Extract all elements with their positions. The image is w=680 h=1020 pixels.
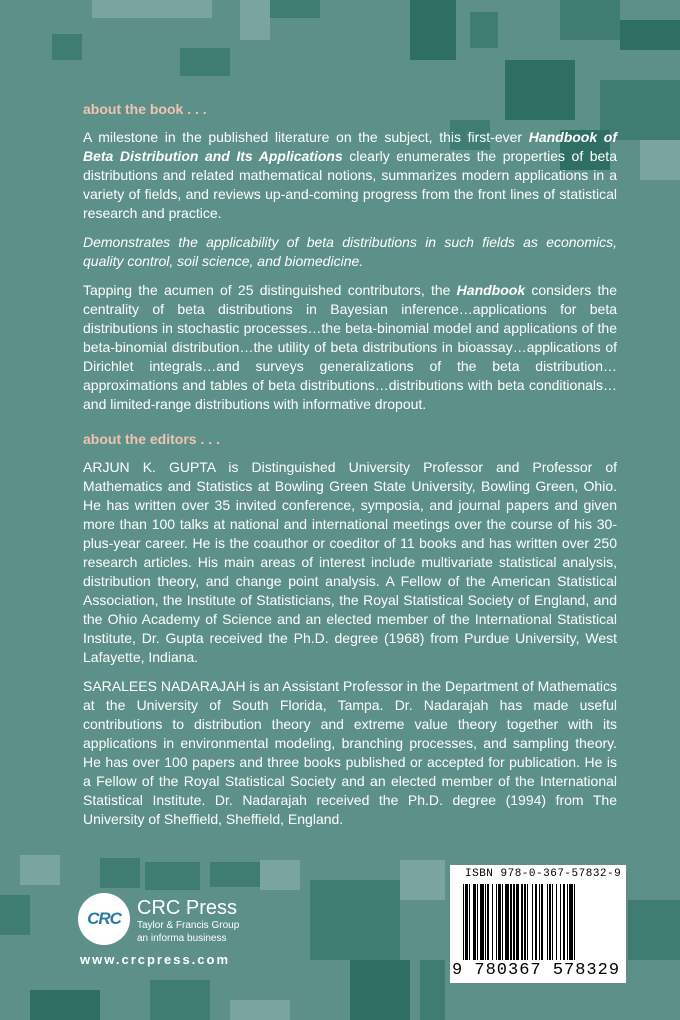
editor-gupta-bio: ARJUN K. GUPTA is Distinguished University Professor and Professor of Mathematics and Statistics at Bowling Green State University, Bowling Green, Ohio. He has written over 35 invited conference, symposia, and journal papers and given more than 100 talks at national and international meetings over the course of his 30-plus-year career. He is the coauthor or coeditor of 11 books and has written over 250 research articles. His main areas of interest include multivariate statistical analysis, distribution theory, and change point analysis. A Fellow of the American Statistical Association, the Institute of Statisticians, the Royal Statistical Society of England, and the Ohio Academy of Science and an elected member of the International Statistical Institute, Dr. Gupta received the Ph.D. degree (1968) from Purdue University, West Lafayette, Indiana.: [83, 459, 617, 665]
book-title: Handbook of Beta Distribution and Its Applications: [83, 129, 617, 164]
decor-square: [100, 858, 140, 888]
decor-square: [410, 0, 456, 60]
decor-square: [628, 900, 680, 960]
text-run: A milestone in the published literature on the subject, this first-ever: [83, 129, 529, 145]
about-book-heading: about the book . . .: [83, 101, 207, 117]
decor-square: [145, 862, 200, 890]
decor-square: [310, 880, 400, 960]
logo-text: CRC: [87, 909, 121, 928]
decor-square: [52, 34, 82, 60]
publisher-block: [137, 897, 239, 945]
about-book-paragraph-2: Demonstrates the applicability of beta distributions in such fields as economics, quality control, soil science, and biomedicine.: [83, 234, 617, 269]
decor-square: [560, 0, 620, 40]
decor-square: [420, 960, 445, 1020]
decor-square: [260, 860, 300, 890]
decor-square: [230, 1000, 290, 1020]
about-book-paragraph-3: [83, 281, 617, 414]
barcode-bars: [463, 884, 615, 960]
decor-square: [0, 895, 30, 935]
publisher-url[interactable]: www.crcpress.com: [80, 952, 231, 967]
editor-nadarajah-bio: SARALEES NADARAJAH is an Assistant Professor in the Department of Mathematics at the University of South Florida, Tampa. Dr. Nadarajah has made useful contributions to distribution theory and extreme value theory together with its applications in environmental modeling, branching processes, and sampling theory. He has over 100 papers and three books published or accepted for publication. He is a Fellow of the Royal Statistical Society and an elected member of the International Statistical Institute. Dr. Nadarajah received the Ph.D. degree (1994) from The University of Sheffield, Sheffield, England.: [83, 678, 617, 827]
decor-square: [180, 48, 230, 76]
decor-square: [470, 12, 498, 48]
crc-logo: [78, 893, 130, 945]
back-cover-text: [83, 100, 617, 839]
decor-square: [92, 0, 212, 18]
text-run: considers the centrality of beta distributions in Bayesian inference…applications for beta distributions in stochastic processes…the beta-binomial model and applications of the beta-binomial distribution…the utility of beta distributions in bioassay…applications of Dirichlet integrals…and surveys generalizations of the beta distribution…approximations and tables of beta distributions…distributions with beta conditionals…and limited-range distributions with informative dropout.: [83, 282, 617, 412]
publisher-business: an informa business: [137, 933, 227, 944]
decor-square: [30, 990, 100, 1020]
about-book-paragraph-1: [83, 128, 617, 223]
decor-square: [20, 855, 60, 885]
isbn-text: ISBN 978-0-367-57832-9: [465, 868, 622, 880]
handbook-title: Handbook: [456, 282, 526, 298]
publisher-group: Taylor & Francis Group: [137, 920, 240, 931]
about-editors-heading: about the editors . . .: [83, 431, 220, 447]
decor-square: [240, 0, 270, 40]
decor-square: [620, 20, 680, 50]
decor-square: [400, 860, 445, 900]
publisher-name: CRC Press: [137, 897, 238, 919]
decor-square: [270, 0, 320, 18]
barcode-bar: [575, 884, 577, 960]
decor-square: [350, 960, 410, 1020]
decor-square: [640, 140, 680, 180]
text-run: Tapping the acumen of 25 distinguished contributors, the: [83, 282, 457, 298]
decor-square: [210, 862, 260, 887]
text-run: clearly enumerates the properties of beta distributions and related mathematical notions, summarizes modern applications in a variety of fields, and reviews up-and-coming progress from the front lines of statistical research and practice.: [83, 148, 617, 221]
ean-number: 9 780367 578329: [452, 961, 621, 980]
decor-square: [150, 980, 210, 1020]
